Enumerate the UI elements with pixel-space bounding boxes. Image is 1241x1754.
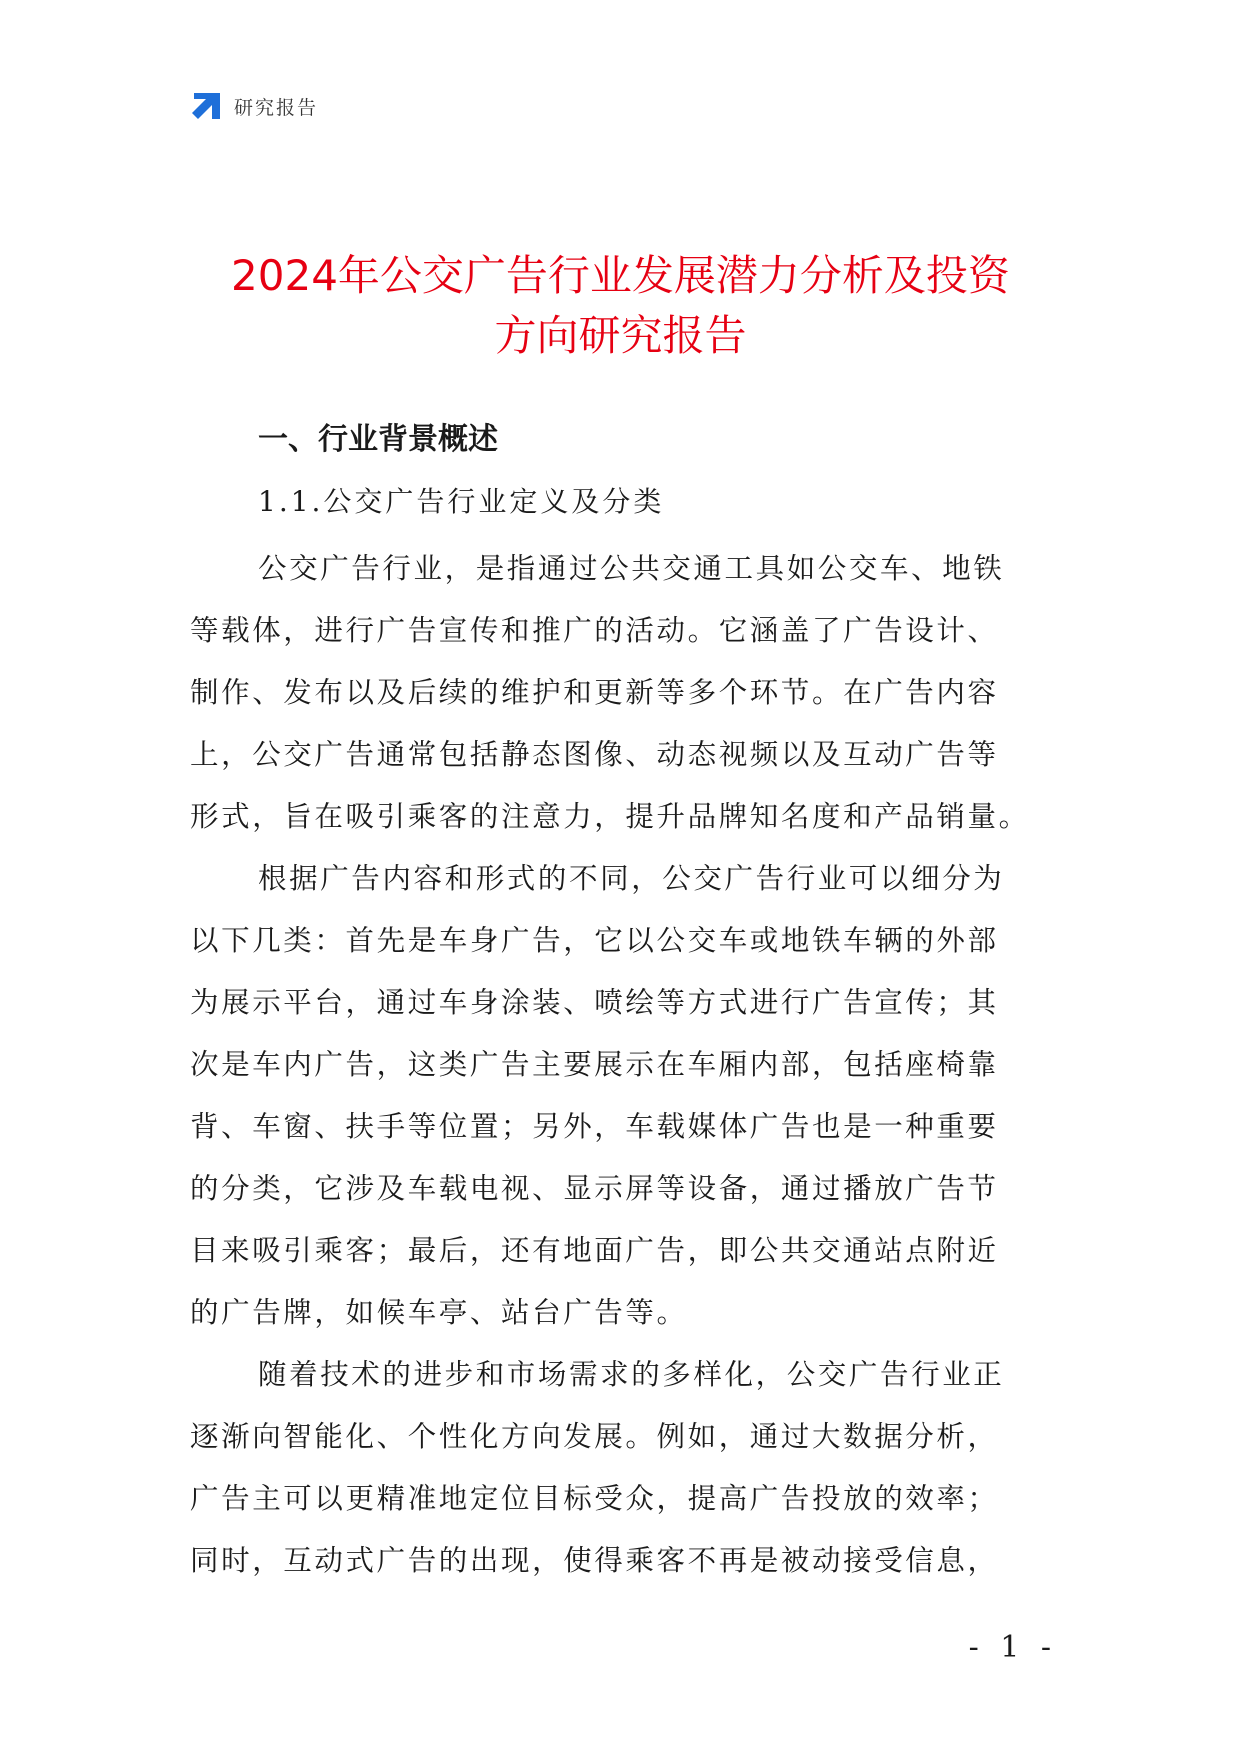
title-line-1: 2024年公交广告行业发展潜力分析及投资 <box>231 251 1010 301</box>
paragraph-line: 的广告牌，如候车亭、站台广告等。 <box>190 1296 688 1329</box>
paragraph <box>190 1344 1070 1592</box>
paragraph-line: 的分类，它涉及车载电视、显示屏等设备，通过播放广告节 <box>190 1172 999 1205</box>
arrow-up-right-icon <box>190 89 224 123</box>
document-title <box>140 246 1101 366</box>
body-text <box>190 538 1070 1592</box>
paragraph-line: 为展示平台，通过车身涂装、喷绘等方式进行广告宣传；其 <box>190 986 999 1019</box>
paragraph-line: 目来吸引乘客；最后，还有地面广告，即公共交通站点附近 <box>190 1234 999 1267</box>
paragraph-line: 形式，旨在吸引乘客的注意力，提升品牌知名度和产品销量。 <box>190 800 1030 833</box>
paragraph-line: 同时，互动式广告的出现，使得乘客不再是被动接受信息， <box>190 1544 999 1577</box>
paragraph-line: 随着技术的进步和市场需求的多样化，公交广告行业正 <box>258 1358 1005 1391</box>
section-heading: 一、行业背景概述 <box>258 422 498 457</box>
header-label: 研究报告 <box>234 96 319 119</box>
paragraph-line: 次是车内广告，这类广告主要展示在车厢内部，包括座椅靠 <box>190 1048 999 1081</box>
paragraph-line: 以下几类：首先是车身广告，它以公交车或地铁车辆的外部 <box>190 924 999 957</box>
paragraph-line: 等载体，进行广告宣传和推广的活动。它涵盖了广告设计、 <box>190 614 999 647</box>
document-header <box>190 88 318 124</box>
paragraph-line: 逐渐向智能化、个性化方向发展。例如，通过大数据分析， <box>190 1420 999 1453</box>
title-line-2: 方向研究报告 <box>494 311 747 361</box>
paragraph <box>190 848 1070 1344</box>
paragraph-line: 制作、发布以及后续的维护和更新等多个环节。在广告内容 <box>190 676 999 709</box>
paragraph <box>190 538 1070 848</box>
paragraph-line: 公交广告行业，是指通过公共交通工具如公交车、地铁 <box>258 552 1005 585</box>
paragraph-line: 广告主可以更精准地定位目标受众，提高广告投放的效率； <box>190 1482 999 1515</box>
paragraph-line: 上，公交广告通常包括静态图像、动态视频以及互动广告等 <box>190 738 999 771</box>
page-number: - 1 - <box>968 1630 1057 1665</box>
paragraph-line: 根据广告内容和形式的不同，公交广告行业可以细分为 <box>258 862 1005 895</box>
sub-heading: 1.1.公交广告行业定义及分类 <box>258 485 665 518</box>
paragraph-line: 背、车窗、扶手等位置；另外，车载媒体广告也是一种重要 <box>190 1110 999 1143</box>
